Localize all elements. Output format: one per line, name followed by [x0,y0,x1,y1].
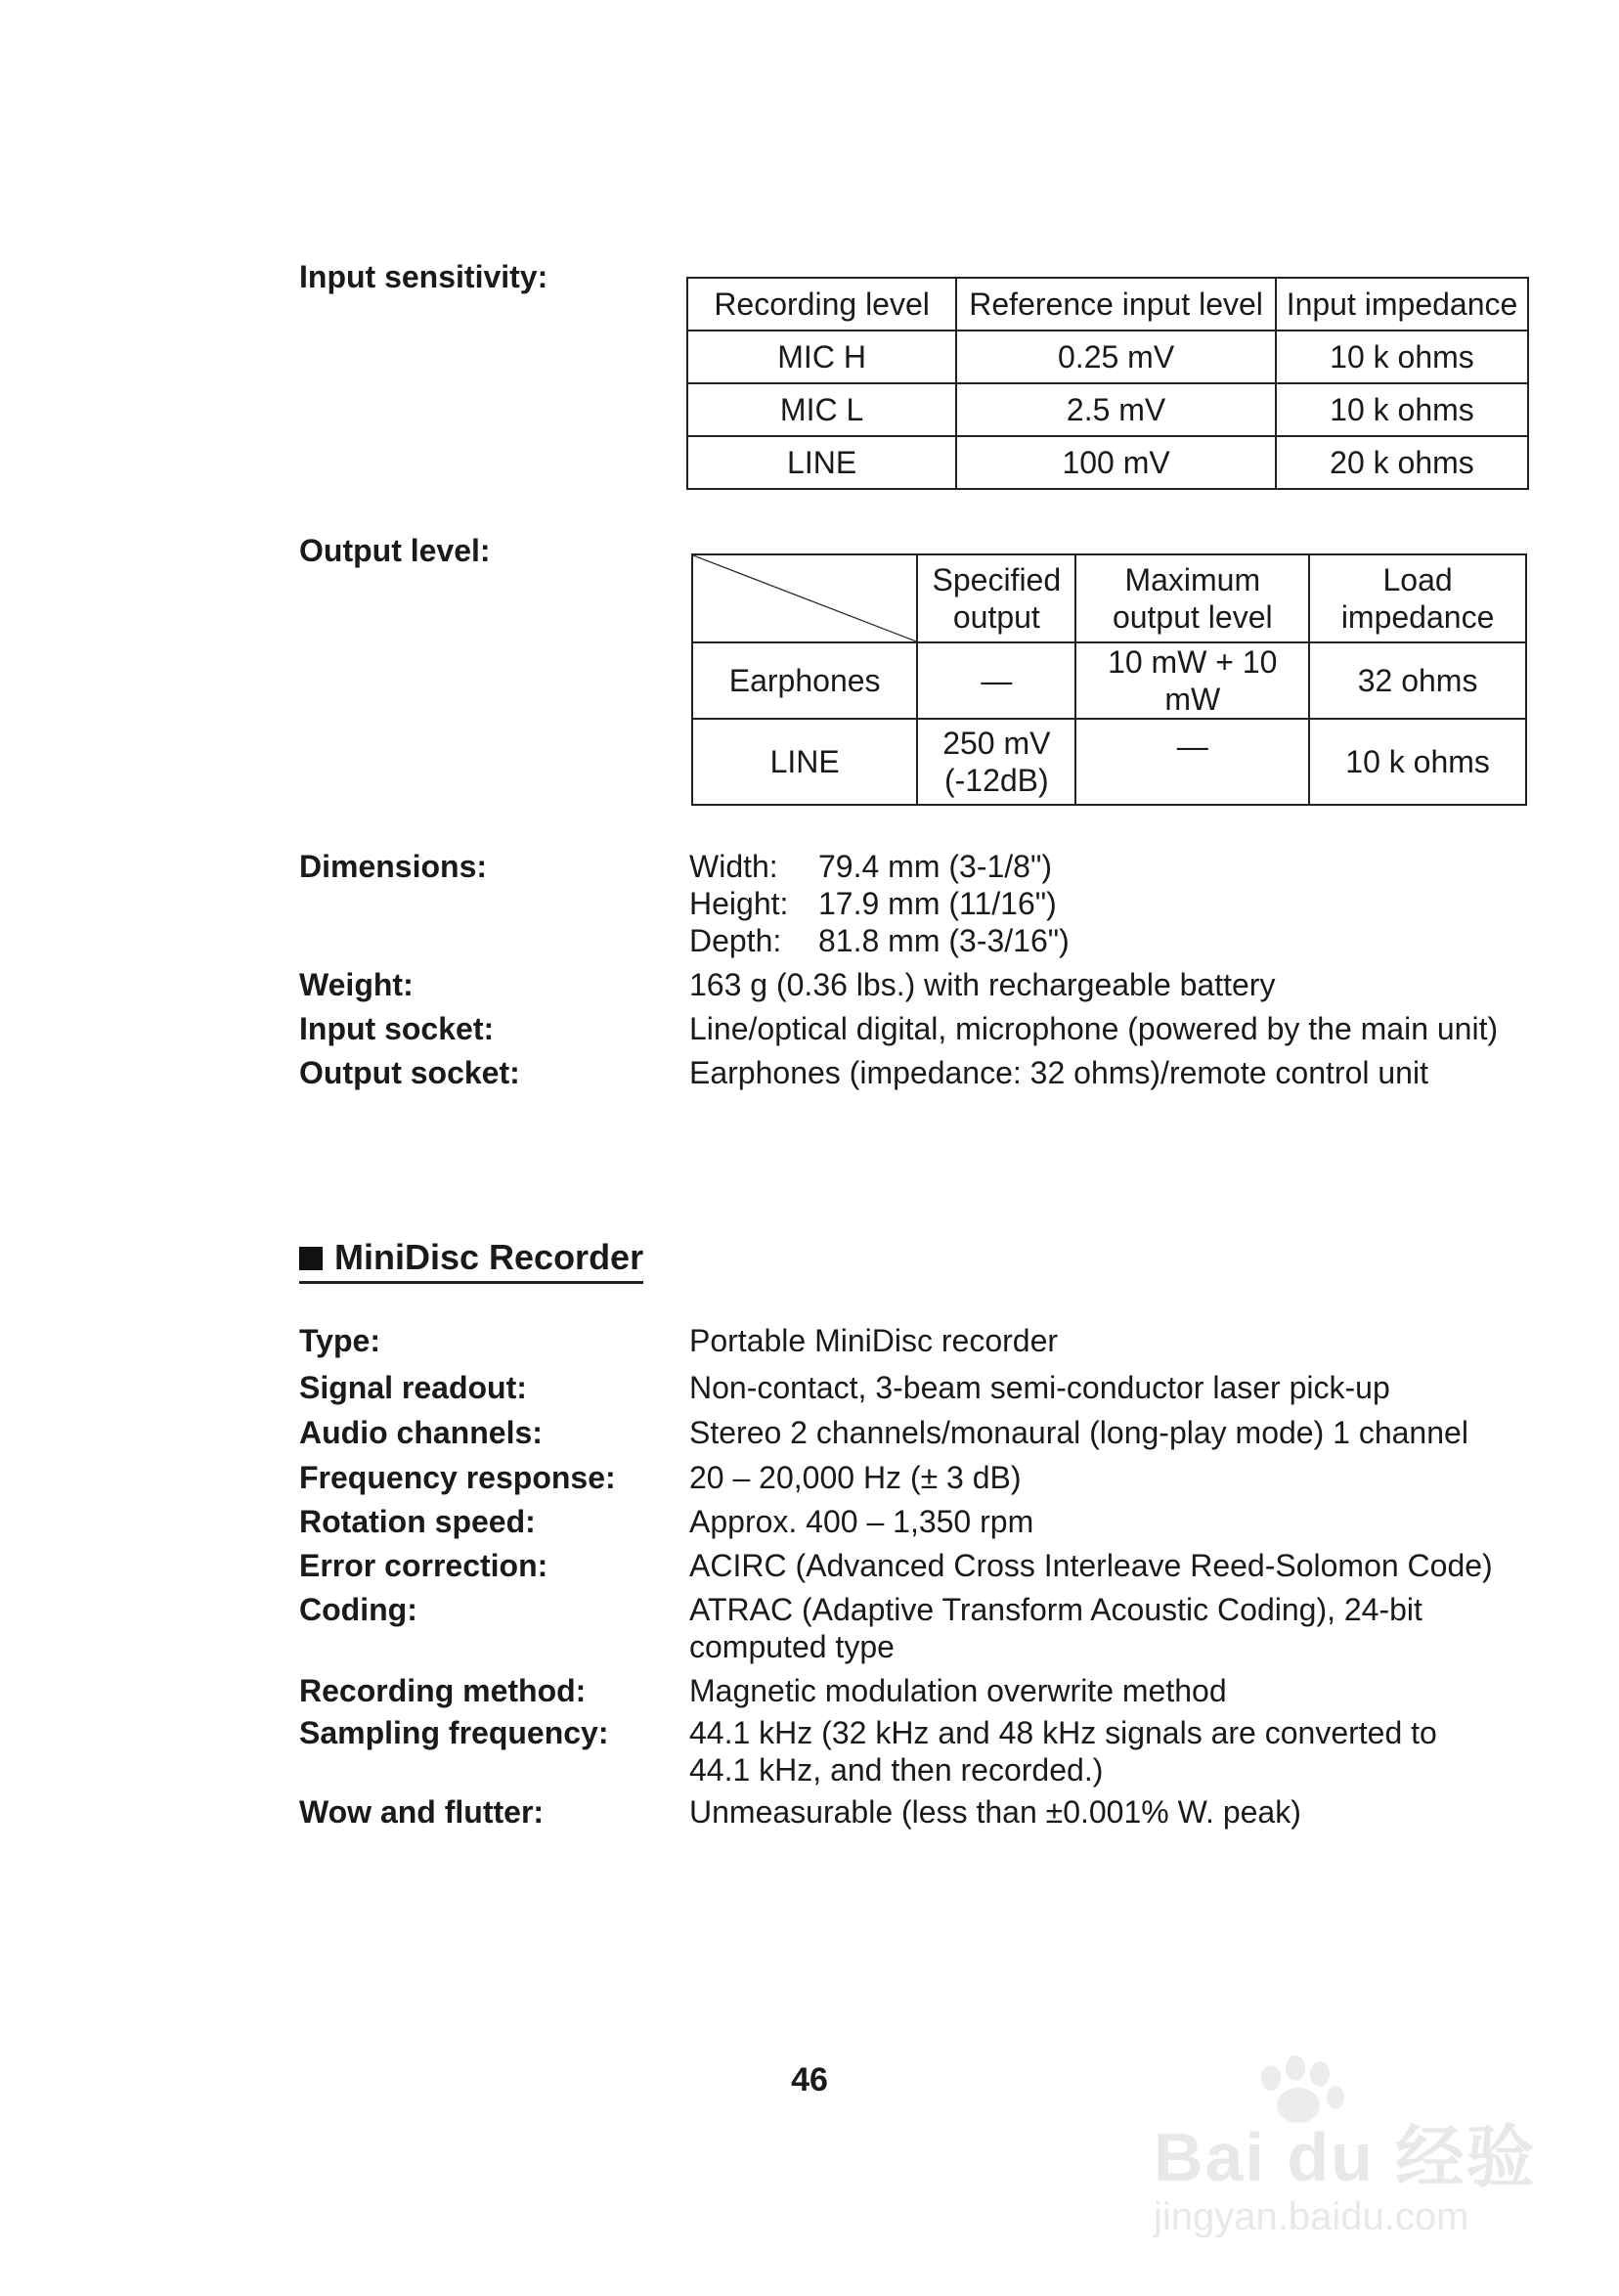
spec-value: Stereo 2 channels/monaural (long-play mode) 1 channel [689,1415,1468,1450]
dimension-row [689,885,1530,922]
spec-value: ATRAC (Adaptive Transform Acoustic Coding), 24-bit computed type [689,1592,1422,1664]
table-cell: LINE [687,436,956,489]
header-cell: Recording level [687,278,956,331]
output-socket-label: Output socket: [299,1055,520,1090]
table-cell: 10 k ohms [1309,719,1526,805]
section-title [299,1236,643,1284]
header-cell: Input impedance [1276,278,1528,331]
spec-label: Signal readout: [299,1370,527,1405]
spec-value: Magnetic modulation overwrite method [689,1673,1227,1708]
spec-value: 44.1 kHz (32 kHz and 48 kHz signals are converted to 44.1 kHz, and then recorded.) [689,1715,1437,1788]
spec-label: Rotation speed: [299,1504,536,1539]
table-cell: 0.25 mV [956,331,1276,383]
table-cell: MIC L [687,383,956,436]
weight-value: 163 g (0.36 lbs.) with rechargeable battery [689,967,1276,1002]
output-socket-value: Earphones (impedance: 32 ohms)/remote control unit [689,1055,1428,1090]
spec-label: Frequency response: [299,1460,616,1495]
output-level-table [691,553,1527,806]
weight-label: Weight: [299,967,414,1002]
table-row [687,383,1528,436]
dimension-key: Width: [689,849,778,884]
diagonal-corner-cell [692,554,917,642]
spec-value: Approx. 400 – 1,350 rpm [689,1504,1034,1539]
header-cell: Load impedance [1309,554,1526,642]
input-socket-value: Line/optical digital, microphone (powered by the main unit) [689,1011,1499,1046]
table-cell: 10 mW + 10 mW [1075,642,1309,719]
input-sensitivity-table [686,277,1529,490]
table-cell: 10 k ohms [1276,331,1528,383]
table-cell: 32 ohms [1309,642,1526,719]
table-row [687,331,1528,383]
watermark-brand: Bai du 经验 [1154,2119,1537,2195]
table-cell: — [917,642,1075,719]
dimension-row [689,848,1530,885]
header-cell: Specified output [917,554,1075,642]
cell-line: 250 mV [942,726,1051,761]
input-socket-label: Input socket: [299,1011,495,1046]
table-cell: 2.5 mV [956,383,1276,436]
input-sensitivity-label: Input sensitivity: [299,259,548,294]
section-title-text: MiniDisc Recorder [334,1237,644,1277]
dimension-key: Height: [689,886,789,921]
table-row [692,642,1526,719]
spec-label: Coding: [299,1592,417,1627]
table-cell [917,719,1075,805]
dimension-value: 79.4 mm (3-1/8") [818,849,1052,884]
dimensions-label: Dimensions: [299,849,488,884]
table-row [687,436,1528,489]
spec-value: Unmeasurable (less than ±0.001% W. peak) [689,1794,1301,1830]
page-number: 46 [791,2061,828,2098]
dimensions-values [689,848,1530,959]
diagonal-line [693,555,916,641]
spec-label: Error correction: [299,1548,548,1583]
dimension-value: 81.8 mm (3-3/16") [818,923,1070,958]
spec-value: Portable MiniDisc recorder [689,1323,1059,1358]
spec-value: ACIRC (Advanced Cross Interleave Reed-Solomon Code) [689,1548,1493,1583]
table-cell: — [1075,719,1309,805]
square-bullet-icon [299,1247,323,1270]
row-name-cell: LINE [692,719,917,805]
watermark-url: jingyan.baidu.com [1154,2195,1469,2238]
spec-value: 20 – 20,000 Hz (± 3 dB) [689,1460,1022,1495]
table-cell: 100 mV [956,436,1276,489]
output-level-label: Output level: [299,533,491,568]
table-row [692,719,1526,805]
header-cell: Reference input level [956,278,1276,331]
table-cell: 10 k ohms [1276,383,1528,436]
table-cell: 20 k ohms [1276,436,1528,489]
header-cell: Maximum output level [1075,554,1309,642]
table-cell: MIC H [687,331,956,383]
spec-label: Sampling frequency: [299,1715,609,1750]
spec-label: Recording method: [299,1673,587,1708]
dimension-key: Depth: [689,923,782,958]
table-header-row [692,554,1526,642]
spec-label: Wow and flutter: [299,1794,545,1830]
spec-value: Non-contact, 3-beam semi-conductor laser pick-up [689,1370,1390,1405]
row-name-cell: Earphones [692,642,917,719]
cell-line: (-12dB) [943,763,1049,798]
dimension-row [689,922,1530,959]
dimension-value: 17.9 mm (11/16") [818,886,1057,921]
spec-label: Type: [299,1323,380,1358]
spec-label: Audio channels: [299,1415,543,1450]
table-header-row [687,278,1528,331]
